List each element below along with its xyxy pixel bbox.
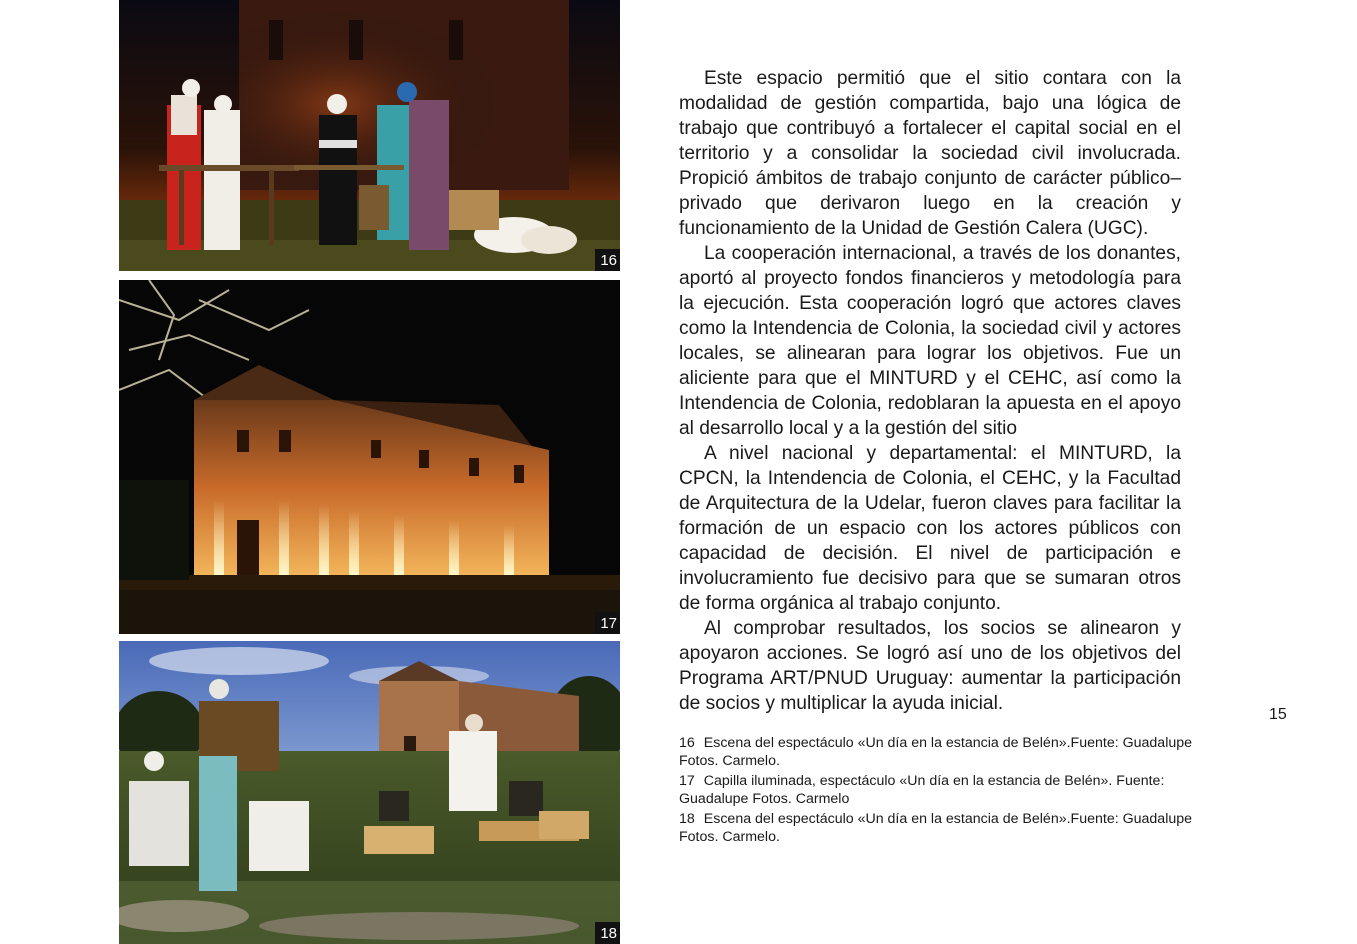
- caption-text: Capilla iluminada, espectáculo «Un día en la estancia de Belén». Fuente: Guadalupe Fotos. Carmelo: [679, 773, 1165, 807]
- caption-text: Escena del espectáculo «Un día en la estancia de Belén».Fuente: Guadalupe Fotos. Carmelo.: [679, 811, 1193, 845]
- caption-number: 16: [679, 735, 695, 751]
- photo-captions: [679, 735, 1199, 849]
- caption: [679, 735, 1199, 770]
- photo-number-badge: 17: [595, 612, 620, 634]
- paragraph: A nivel nacional y departamental: el MINTURD, la CPCN, la Intendencia de Colonia, el CEHC, y la Facultad de Arquitectura de la Udelar, fueron claves para facilitar la formación de un espacio con los actores públicos con capacidad de decisión. El nivel de participación e involucramiento fue decisivo para que se sumaran otros de forma orgánica al trabajo conjunto.: [679, 443, 1181, 614]
- photo-17: [119, 280, 620, 634]
- photo-number-badge: 18: [595, 922, 620, 944]
- photo-number-badge: 16: [595, 249, 620, 271]
- caption-text: Escena del espectáculo «Un día en la estancia de Belén».Fuente: Guadalupe Fotos. Carmelo.: [679, 735, 1193, 769]
- paragraph: Este espacio permitió que el sitio contara con la modalidad de gestión compartida, bajo una lógica de trabajo que contribuyó a fortalecer el capital social en el territorio y a consolidar la sociedad civil involucrada. Propició ámbitos de trabajo conjunto de carácter público–privado que derivaron luego en la creación y funcionamiento de la Unidad de Gestión Calera (UGC).: [679, 68, 1181, 239]
- caption: [679, 773, 1199, 808]
- page-number: 15: [1269, 706, 1287, 723]
- paragraph: Al comprobar resultados, los socios se alinearon y apoyaron acciones. Se logró así uno de los objetivos del Programa ART/PNUD Uruguay: aumentar la participación de socios y multiplicar la ayuda inicial.: [679, 618, 1181, 714]
- photo-18: [119, 641, 620, 944]
- paragraph: La cooperación internacional, a través de los donantes, aportó al proyecto fondos financieros y metodología para la ejecución. Esta cooperación logró que actores claves como la Intendencia de Colonia, la sociedad civil y actores locales, se alinearan para lograr los objetivos. Fue un aliciente para que el MINTURD y el CEHC, así como la Intendencia de Colonia, redoblaran la apuesta en el apoyo al desarrollo local y a la gestión del sitio: [679, 243, 1181, 439]
- caption-number: 18: [679, 811, 695, 827]
- body-text: [679, 66, 1181, 716]
- caption: [679, 811, 1199, 846]
- photo-16: [119, 0, 620, 271]
- caption-number: 17: [679, 773, 695, 789]
